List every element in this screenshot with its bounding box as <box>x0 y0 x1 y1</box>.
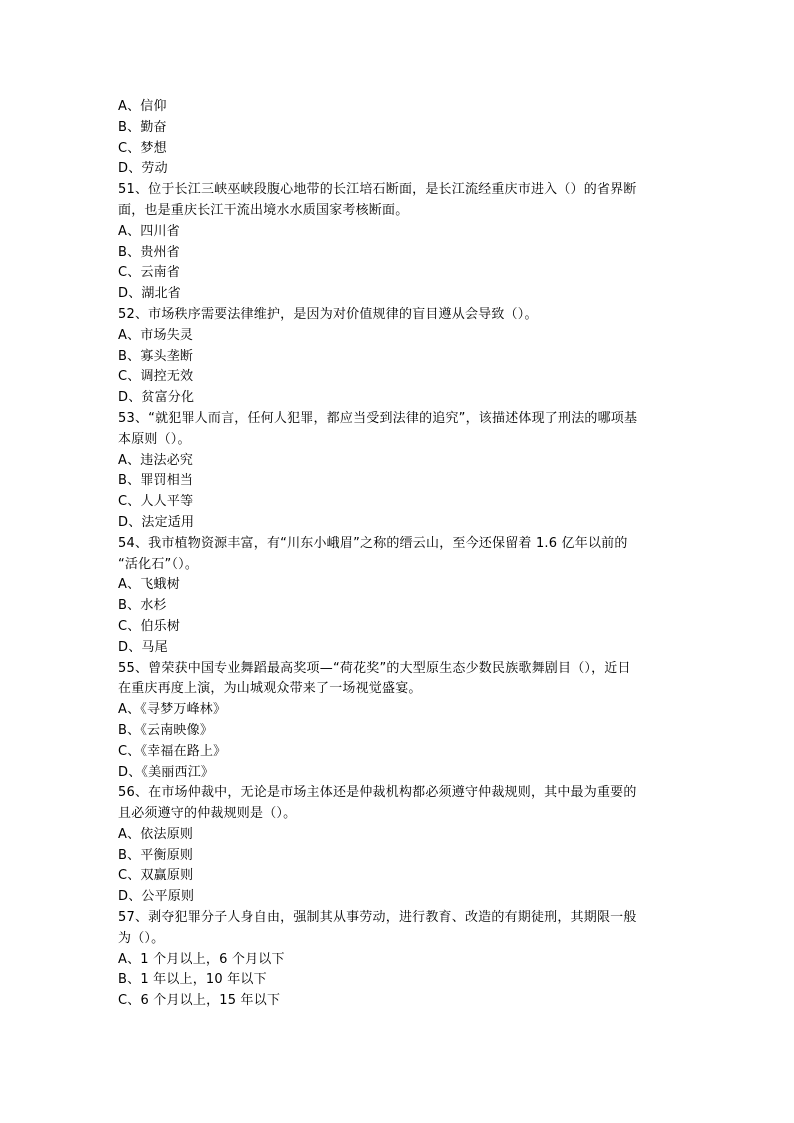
option-line: C、人人平等 <box>118 494 194 510</box>
option-line: A、飞蛾树 <box>118 577 180 593</box>
option-line: B、平衡原则 <box>118 847 194 863</box>
option-line: B、1 年以上，10 年以下 <box>118 972 267 988</box>
question-line: 在重庆再度上演，为山城观众带来了一场视觉盛宴。 <box>118 681 422 697</box>
question-line: 本原则（）。 <box>118 431 191 447</box>
option-line: C、云南省 <box>118 265 181 281</box>
question-line: 57、剥夺犯罪分子人身自由，强制其从事劳动，进行教育、改造的有期徒刑，其期限一般 <box>118 910 637 926</box>
document-page <box>118 97 678 1012</box>
option-line: B、《云南映像》 <box>118 722 214 738</box>
option-line: C、伯乐树 <box>118 618 181 634</box>
question-line: 为（）。 <box>118 930 165 946</box>
question-line: 且必须遵守的仲裁规则是（）。 <box>118 806 297 822</box>
option-line: D、贫富分化 <box>118 390 195 406</box>
option-line: A、依法原则 <box>118 826 194 842</box>
option-line: A、《寻梦万峰林》 <box>118 702 227 718</box>
question-line: “活化石”（）。 <box>118 556 199 572</box>
option-line: C、调控无效 <box>118 369 194 385</box>
question-line: 54、我市植物资源丰富，有“川东小峨眉”之称的缙云山，至今还保留着 1.6 亿年以前的 <box>118 535 628 551</box>
option-line: D、湖北省 <box>118 286 182 302</box>
question-line: 55、曾荣获中国专业舞蹈最高奖项—“荷花奖”的大型原生态少数民族歌舞剧目（），近日 <box>118 660 631 676</box>
option-line: D、马尾 <box>118 639 168 655</box>
question-line: 56、在市场仲裁中，无论是市场主体还是仲裁机构都必须遵守仲裁规则，其中最为重要的 <box>118 785 637 801</box>
option-line: B、寡头垄断 <box>118 348 194 364</box>
option-line: D、《美丽西江》 <box>118 764 215 780</box>
option-line: C、梦想 <box>118 140 167 156</box>
option-line: B、水杉 <box>118 598 167 614</box>
option-line: A、四川省 <box>118 223 180 239</box>
question-line: 51、位于长江三峡巫峡段腹心地带的长江培石断面，是长江流经重庆市进入（）的省界断 <box>118 182 637 198</box>
option-line: B、罪罚相当 <box>118 473 194 489</box>
option-line: C、6 个月以上，15 年以下 <box>118 993 281 1009</box>
question-line: 面，也是重庆长江干流出境水水质国家考核断面。 <box>118 202 409 218</box>
option-line: A、违法必究 <box>118 452 194 468</box>
option-line: D、法定适用 <box>118 514 195 530</box>
question-line: 53、“就犯罪人而言，任何人犯罪，都应当受到法律的追究”，该描述体现了刑法的哪项基 <box>118 410 638 426</box>
option-line: D、劳动 <box>118 161 168 177</box>
option-line: C、《幸福在路上》 <box>118 743 227 759</box>
option-line: C、双赢原则 <box>118 868 194 884</box>
option-line: D、公平原则 <box>118 889 195 905</box>
option-line: A、1 个月以上，6 个月以下 <box>118 951 285 967</box>
option-line: B、贵州省 <box>118 244 180 260</box>
option-line: A、市场失灵 <box>118 327 194 343</box>
option-line: A、信仰 <box>118 99 167 114</box>
question-line: 52、市场秩序需要法律维护，是因为对价值规律的盲目遵从会导致（）。 <box>118 306 538 322</box>
option-line: B、勤奋 <box>118 119 167 135</box>
